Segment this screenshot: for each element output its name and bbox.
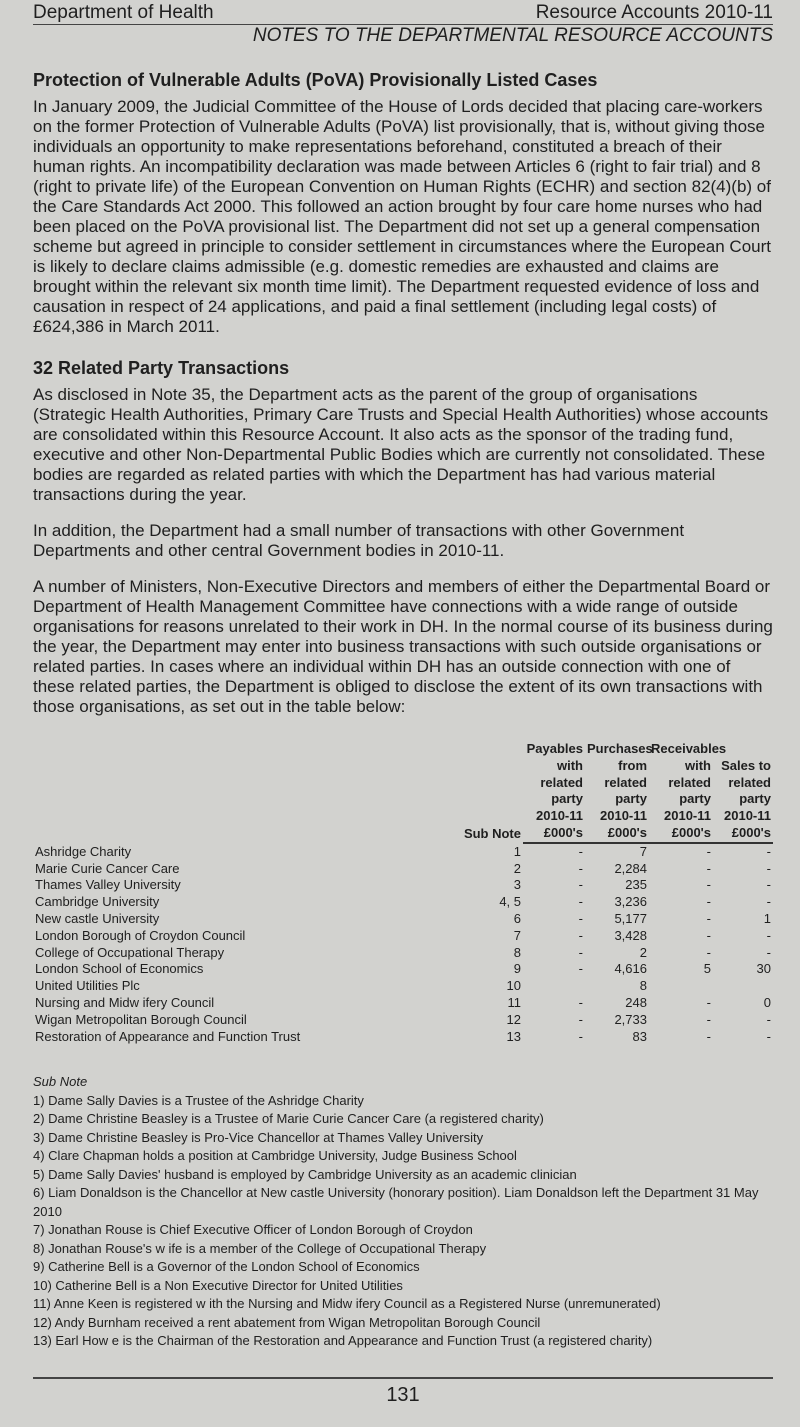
- cell-value: -: [578, 944, 583, 960]
- cell-value: 12: [506, 1011, 521, 1027]
- table-row: [33, 945, 773, 962]
- cell-value: 1: [763, 910, 771, 926]
- year-header: 2010-11: [600, 808, 647, 824]
- cell-value: 8: [513, 944, 521, 960]
- table-row: [33, 843, 773, 861]
- cell-value: 2,733: [614, 1011, 647, 1027]
- table-row: [33, 1029, 773, 1046]
- sub-note-item: 7) Jonathan Rouse is Chief Executive Officer of London Borough of Croydon: [33, 1222, 473, 1238]
- cell-value: -: [706, 944, 711, 960]
- organisation-name: Restoration of Appearance and Function Trust: [35, 1028, 301, 1044]
- unit-header: £000's: [649, 825, 713, 843]
- cell-value: [649, 978, 713, 995]
- unit-header: £000's: [585, 825, 649, 843]
- sub-note-item: 2) Dame Christine Beasley is a Trustee of Marie Curie Cancer Care (a registered charity): [33, 1111, 544, 1127]
- cell-value: -: [766, 877, 771, 893]
- organisation-name: Thames Valley University: [35, 877, 181, 893]
- cell-value: 0: [763, 994, 771, 1010]
- unit-header: £000's: [523, 825, 585, 843]
- cell-value: 4,616: [614, 961, 647, 977]
- cell-value: -: [578, 860, 583, 876]
- column-header: Sales to related party: [721, 757, 771, 807]
- sub-notes-title: Sub Note: [33, 1074, 88, 1090]
- table-row: [33, 861, 773, 878]
- cell-value: -: [766, 1011, 771, 1027]
- pova-paragraph: In January 2009, the Judicial Committee of the House of Lords decided that placing care-workers on the former Protection of Vulnerable Adults (PoVA) list provisionally, that is, without giving those individuals an opportunity to make representations beforehand, constituted a breach of their human rights. An incompatibility declaration was made between Articles 6 (right to fair trial) and 8 (right to private life) of the European Convention on Human Rights (ECHR) and section 82(4)(b) of the Care Standards Act 2000. This followed an action brought by four care home nurses who had been placed on the PoVA provisional list. The Department did not set up a general compensation scheme but agreed in principle to consider settlement in circumstances where the European Court is likely to declare claims admissible (e.g. domestic remedies are exhausted and claims are brought within the relevant six month time limit). The Department requested evidence of loss and causation in respect of 24 applications, and paid a final settlement (including legal costs) of £624,386 in March 2011.: [33, 97, 771, 336]
- cell-value: 235: [625, 877, 647, 893]
- organisation-name: United Utilities Plc: [35, 978, 140, 994]
- cell-value: 2: [639, 944, 647, 960]
- year-header: 2010-11: [724, 808, 771, 824]
- column-header: Receivables with related party: [651, 741, 727, 807]
- table-row: [33, 1012, 773, 1029]
- paragraph: A number of Ministers, Non-Executive Directors and members of either the Departmental Board or Department of Health Management Committee have connections with a wide range of outside organisations for reasons unrelated to their work in DH. In the normal course of its business during the year, the Department may enter into business transactions with such outside organisations or related parties. In cases where an individual within DH has an outside connection with one of these related parties, the Department is obliged to disclose the extent of its own transactions with those organisations, as set out in the table below:: [33, 577, 773, 716]
- cell-value: -: [706, 927, 711, 943]
- organisation-name: Cambridge University: [35, 894, 160, 910]
- sub-note-item: 3) Dame Christine Beasley is Pro-Vice Chancellor at Thames Valley University: [33, 1129, 484, 1145]
- cell-value: 2: [513, 860, 521, 876]
- cell-value: 11: [507, 994, 521, 1010]
- related-party-table: [33, 741, 773, 1045]
- page-number: 131: [386, 1383, 420, 1406]
- cell-value: 2,284: [614, 860, 647, 876]
- sub-note-item: 11) Anne Keen is registered w ith the Nursing and Midw ifery Council as a Registered Nurse (unremunerated): [33, 1296, 661, 1312]
- sub-note-item: 5) Dame Sally Davies' husband is employed by Cambridge University as an academic clinician: [33, 1166, 577, 1182]
- cell-value: 7: [513, 927, 521, 943]
- cell-value: -: [578, 910, 583, 926]
- cell-value: -: [706, 877, 711, 893]
- header-department: Department of Health: [33, 2, 214, 23]
- table-row: [33, 911, 773, 928]
- organisation-name: College of Occupational Therapy: [35, 944, 225, 960]
- cell-value: -: [578, 1028, 583, 1044]
- cell-value: -: [766, 1028, 771, 1044]
- sub-note-header: Sub Note: [463, 825, 521, 841]
- cell-value: -: [706, 843, 711, 859]
- notes-title: NOTES TO THE DEPARTMENTAL RESOURCE ACCOUNTS: [252, 25, 773, 46]
- cell-value: [713, 978, 773, 995]
- cell-value: -: [578, 894, 583, 910]
- cell-value: 83: [632, 1028, 647, 1044]
- column-header: Purchases from related party: [587, 741, 653, 807]
- cell-value: -: [706, 860, 711, 876]
- cell-value: 248: [625, 994, 647, 1010]
- sub-note-item: 8) Jonathan Rouse's w ife is a member of the College of Occupational Therapy: [33, 1240, 487, 1256]
- organisation-name: Ashridge Charity: [35, 843, 132, 859]
- table-row: [33, 995, 773, 1012]
- cell-value: -: [706, 910, 711, 926]
- cell-value: -: [578, 877, 583, 893]
- organisation-name: Wigan Metropolitan Borough Council: [35, 1011, 247, 1027]
- cell-value: -: [706, 1028, 711, 1044]
- cell-value: -: [766, 944, 771, 960]
- cell-value: 8: [639, 978, 647, 994]
- cell-value: -: [578, 843, 583, 859]
- page-header: [33, 2, 773, 25]
- sub-note-item: 1) Dame Sally Davies is a Trustee of the Ashridge Charity: [33, 1092, 364, 1108]
- cell-value: -: [578, 961, 583, 977]
- cell-value: [523, 978, 585, 995]
- cell-value: 6: [513, 910, 521, 926]
- cell-value: -: [766, 860, 771, 876]
- header-resource-accounts: Resource Accounts 2010-11: [535, 2, 773, 23]
- footer-rule: [33, 1377, 773, 1379]
- cell-value: -: [706, 894, 711, 910]
- cell-value: 4, 5: [499, 894, 521, 910]
- paragraph: In addition, the Department had a small number of transactions with other Government Departments and other central Government bodies in 2010-11.: [33, 521, 685, 560]
- organisation-name: London School of Economics: [35, 961, 204, 977]
- cell-value: -: [578, 927, 583, 943]
- sub-note-item: 4) Clare Chapman holds a position at Cambridge University, Judge Business School: [33, 1148, 517, 1164]
- organisation-name: London Borough of Croydon Council: [35, 927, 246, 943]
- cell-value: 1: [513, 843, 521, 859]
- cell-value: 10: [506, 978, 521, 994]
- cell-value: -: [766, 894, 771, 910]
- table-row: [33, 894, 773, 911]
- cell-value: 5,177: [614, 910, 647, 926]
- cell-value: -: [706, 994, 711, 1010]
- cell-value: 30: [756, 961, 771, 977]
- cell-value: 13: [506, 1028, 521, 1044]
- column-header: Payables with related party: [526, 741, 583, 807]
- cell-value: 3,428: [614, 927, 647, 943]
- cell-value: 3,236: [614, 894, 647, 910]
- section-heading-related-party: 32 Related Party Transactions: [33, 358, 290, 378]
- year-header: 2010-11: [536, 808, 583, 824]
- sub-notes: [33, 1073, 773, 1351]
- cell-value: -: [578, 994, 583, 1010]
- cell-value: 9: [513, 961, 521, 977]
- sub-note-item: 10) Catherine Bell is a Non Executive Director for United Utilities: [33, 1277, 403, 1293]
- cell-value: 3: [513, 877, 521, 893]
- table-row: [33, 961, 773, 978]
- cell-value: 7: [639, 843, 647, 859]
- cell-value: -: [578, 1011, 583, 1027]
- cell-value: -: [766, 927, 771, 943]
- year-header: 2010-11: [664, 808, 711, 824]
- table-row: [33, 877, 773, 894]
- table-row: [33, 928, 773, 945]
- organisation-name: Nursing and Midw ifery Council: [35, 994, 215, 1010]
- cell-value: 5: [703, 961, 711, 977]
- section-heading-pova: Protection of Vulnerable Adults (PoVA) Provisionally Listed Cases: [33, 70, 598, 90]
- sub-note-item: 9) Catherine Bell is a Governor of the London School of Economics: [33, 1259, 420, 1275]
- cell-value: -: [706, 1011, 711, 1027]
- paragraph: As disclosed in Note 35, the Department acts as the parent of the group of organisations (Strategic Health Authorities, Primary Care Trusts and Special Health Authorities) whose accounts are consolidated within this Resource Account. It also acts as the sponsor of the trading fund, executive and other Non-Departmental Public Bodies which are currently not consolidated. These bodies are regarded as related parties with which the Department has had various material transactions during the year.: [33, 385, 769, 504]
- sub-note-item: 12) Andy Burnham received a rent abatement from Wigan Metropolitan Borough Council: [33, 1314, 541, 1330]
- organisation-name: New castle University: [35, 910, 160, 926]
- organisation-name: Marie Curie Cancer Care: [35, 860, 180, 876]
- table-row: [33, 978, 773, 995]
- unit-header: £000's: [713, 825, 773, 843]
- sub-note-item: 13) Earl How e is the Chairman of the Restoration and Appearance and Function Trust (a registered charity): [33, 1333, 653, 1349]
- cell-value: -: [766, 843, 771, 859]
- sub-note-item: 6) Liam Donaldson is the Chancellor at New castle University (honorary position). Liam Donaldson left the Department 31 May 2010: [33, 1185, 759, 1219]
